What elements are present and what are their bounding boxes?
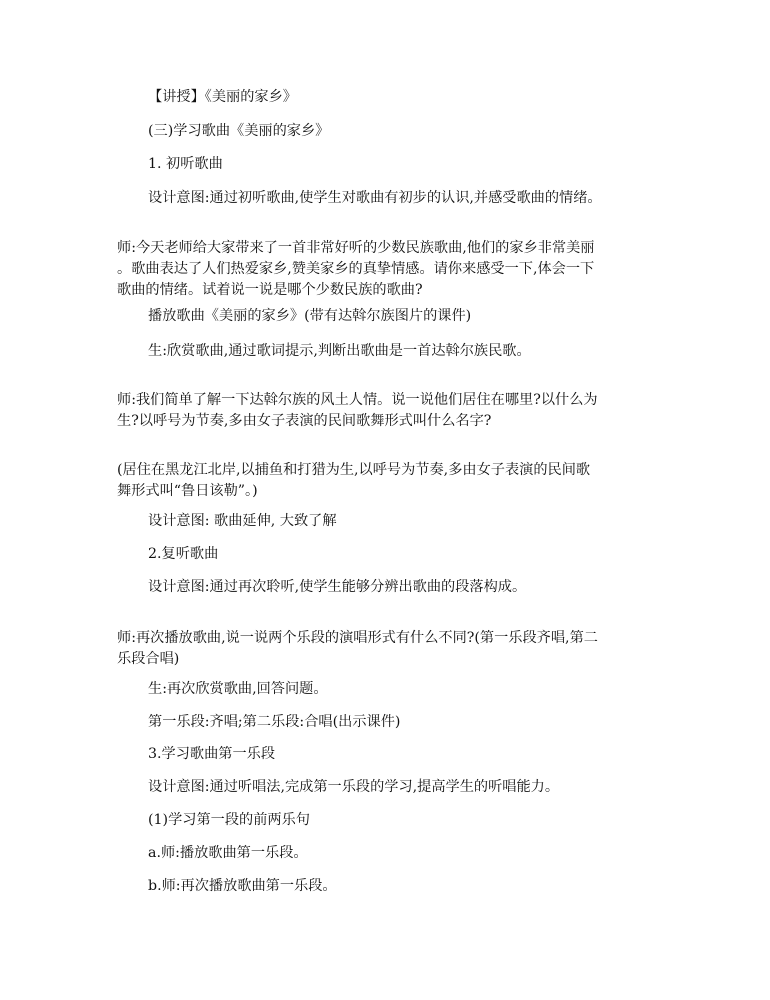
teacher-line-3b: 乐段合唱) — [117, 651, 180, 667]
sub-step-a: a.师:播放歌曲第一乐段。 — [148, 845, 308, 861]
sub-step-1: (1)学习第一段的前两乐句 — [148, 812, 310, 828]
step-1-title: 1. 初听歌曲 — [148, 156, 223, 172]
lesson-heading: 【讲授】《美丽的家乡》 — [148, 89, 297, 105]
teacher-line-3a: 师:再次播放歌曲,说一说两个乐段的演唱形式有什么不同?(第一乐段齐唱,第二 — [117, 630, 598, 646]
student-line-2: 生:再次欣赏歌曲,回答问题。 — [148, 681, 328, 697]
teacher-line-2b: 生?以呼号为节奏,多由女子表演的民间歌舞形式叫什么名字? — [117, 413, 492, 429]
step-3-title: 3.学习歌曲第一乐段 — [148, 746, 276, 762]
section-title: (三)学习歌曲《美丽的家乡》 — [148, 123, 330, 139]
teacher-line-2a: 师:我们简单了解一下达斡尔族的风土人情。说一说他们居住在哪里?以什么为 — [117, 392, 598, 408]
design-intent-2: 设计意图:通过再次聆听,使学生能够分辨出歌曲的段落构成。 — [148, 579, 527, 595]
design-intent-1: 设计意图:通过初听歌曲,使学生对歌曲有初步的认识,并感受歌曲的情绪。 — [148, 190, 602, 206]
teacher-line-1a: 师:今天老师给大家带来了一首非常好听的少数民族歌曲,他们的家乡非常美丽 — [117, 240, 595, 256]
answer-line-a: (居住在黑龙江北岸,以捕鱼和打猎为生,以呼号为节奏,多由女子表演的民间歌 — [117, 462, 591, 478]
design-intent-3: 设计意图:通过听唱法,完成第一乐段的学习,提高学生的听唱能力。 — [148, 779, 560, 795]
segments-line: 第一乐段:齐唱;第二乐段:合唱(出示课件) — [148, 714, 401, 730]
answer-line-b: 舞形式叫“鲁日该勒”。) — [117, 483, 258, 499]
step-2-title: 2.复听歌曲 — [148, 546, 219, 562]
play-song-line: 播放歌曲《美丽的家乡》(带有达斡尔族图片的课件) — [148, 308, 472, 324]
teacher-line-1b: 。歌曲表达了人们热爱家乡,赞美家乡的真挚情感。请你来感受一下,体会一下 — [117, 261, 595, 277]
teacher-line-1c: 歌曲的情绪。试着说一说是哪个少数民族的歌曲? — [117, 282, 423, 298]
student-line-1: 生:欣赏歌曲,通过歌词提示,判断出歌曲是一首达斡尔族民歌。 — [148, 343, 531, 359]
design-intent-extension: 设计意图: 歌曲延伸, 大致了解 — [148, 513, 337, 529]
sub-step-b: b.师:再次播放歌曲第一乐段。 — [148, 878, 337, 894]
